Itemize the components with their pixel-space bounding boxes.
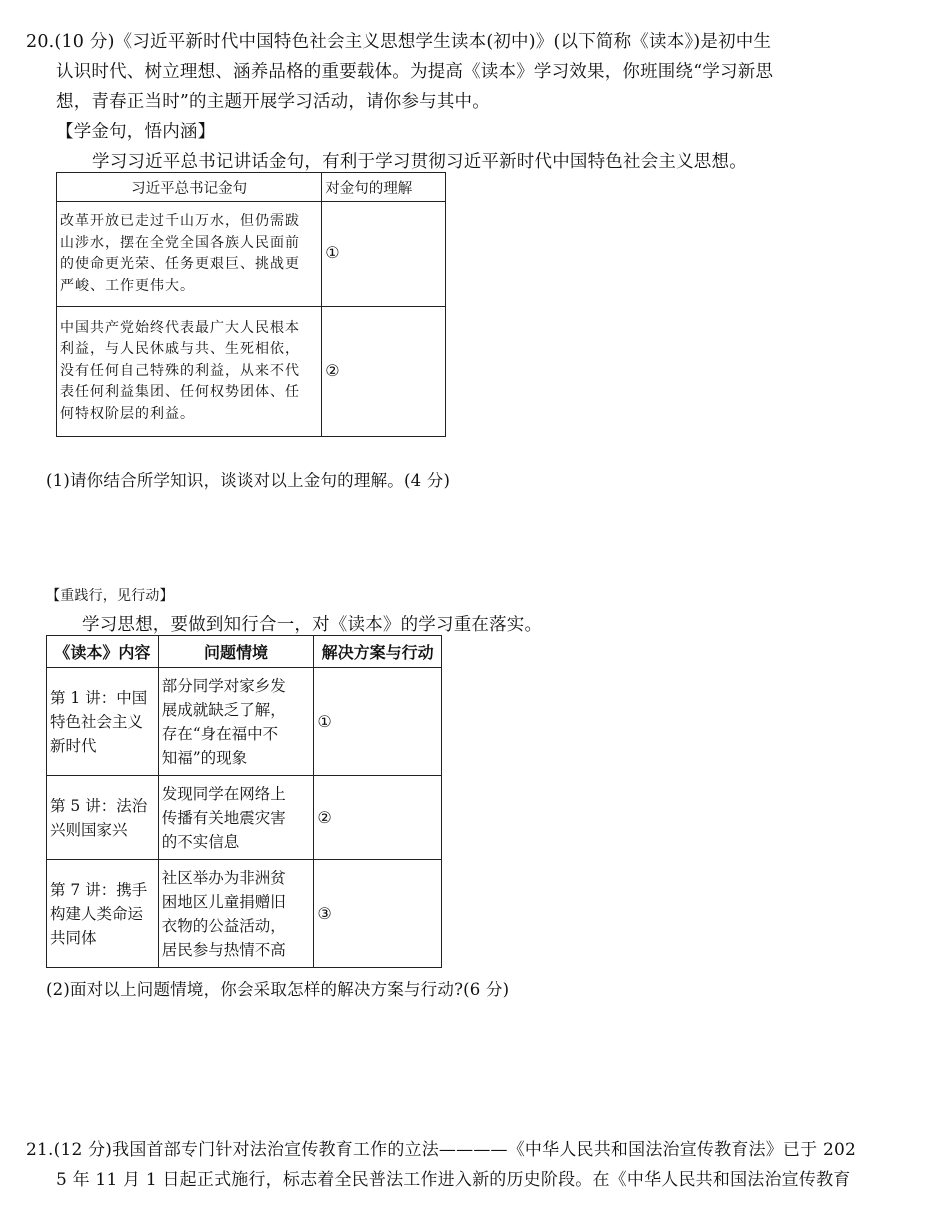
situation-line: 衣物的公益活动，: [161, 916, 286, 935]
content-line: 第 1 讲：中国: [50, 688, 148, 707]
q20-intro-line-3: 想，青春正当时”的主题开展学习活动，请你参与其中。: [56, 92, 490, 112]
situation-line: 困地区儿童捐赠旧: [161, 892, 286, 911]
quotes-table-header: [57, 173, 446, 202]
quote-line: 改革开放已走过千山万水，但仍需跋: [60, 213, 300, 229]
section1-title: 【学金句，悟内涵】: [56, 122, 216, 142]
quotes-table-header-quote: 习近平总书记金句: [57, 173, 322, 202]
content-line: 新时代: [50, 736, 97, 755]
solution-mark: ③: [317, 903, 332, 923]
situation-line: 存在“身在福中不: [161, 724, 279, 743]
situation-line: 展成就缺乏了解，: [161, 700, 286, 719]
quote-line: 没有任何自己特殊的利益，从来不代: [60, 362, 300, 379]
table-row: [57, 202, 446, 307]
q20-intro-line-1: 20.(10 分)《习近平新时代中国特色社会主义思想学生读本(初中)》(以下简称《读本》)是初中生: [26, 32, 772, 52]
table-row: [47, 668, 442, 776]
situation-cell: [158, 668, 314, 776]
quote-line: 利益，与人民休戚与共、生死相依，: [60, 341, 300, 358]
quote-line: 的使命更光荣、任务更艰巨、挑战更: [60, 256, 300, 272]
situation-line: 知福”的现象: [161, 748, 248, 767]
question-1: (1)请你结合所学知识，谈谈对以上金句的理解。(4 分): [46, 471, 451, 490]
practice-header-situation: 问题情境: [158, 636, 314, 668]
solution-mark: ②: [317, 807, 332, 827]
question-2: (2)面对以上问题情境，你会采取怎样的解决方案与行动?(6 分): [46, 980, 510, 999]
answer-mark: ①: [325, 243, 341, 263]
quote-cell: [57, 307, 322, 437]
table-row: [47, 860, 442, 968]
situation-line: 居民参与热情不高: [161, 940, 286, 959]
situation-line: 部分同学对家乡发: [161, 676, 286, 695]
answer-cell-1[interactable]: [322, 202, 446, 307]
practice-header-content: 《读本》内容: [47, 636, 159, 668]
content-line: 共同体: [50, 928, 97, 947]
situation-line: 传播有关地震灾害: [161, 808, 286, 827]
situation-cell: [158, 776, 314, 860]
answer-cell-2[interactable]: [322, 307, 446, 437]
quotes-table: [56, 172, 446, 437]
content-line: 第 5 讲：法治: [50, 796, 148, 815]
situation-cell: [158, 860, 314, 968]
content-cell: [47, 776, 159, 860]
content-line: 特色社会主义: [50, 712, 144, 731]
content-cell: [47, 668, 159, 776]
section2-description: 学习思想，要做到知行合一，对《读本》的学习重在落实。: [82, 615, 543, 635]
quote-line: 中国共产党始终代表最广大人民根本: [60, 319, 300, 336]
content-cell: [47, 860, 159, 968]
practice-header-solution: 解决方案与行动: [314, 636, 442, 668]
table-row: [57, 307, 446, 437]
quote-cell: [57, 202, 322, 307]
q20-intro-line-2: 认识时代、树立理想、涵养品格的重要载体。为提高《读本》学习效果，你班围绕“学习新思: [56, 62, 774, 82]
content-line: 第 7 讲：携手: [50, 880, 148, 899]
quote-line: 何特权阶层的利益。: [60, 405, 195, 422]
quote-line: 表任何利益集团、任何权势团体、任: [60, 384, 300, 401]
quote-line: 严峻、工作更伟大。: [60, 277, 195, 294]
situation-line: 的不实信息: [161, 832, 240, 851]
q21-line-2: 5 年 11 月 1 日起正式施行，标志着全民普法工作进入新的历史阶段。在《中华人民共和国法治宣传教育: [56, 1170, 851, 1190]
quotes-table-header-understanding: 对金句的理解: [322, 173, 446, 202]
content-line: 兴则国家兴: [50, 820, 128, 839]
situation-line: 社区举办为非洲贫: [161, 868, 286, 887]
situation-line: 发现同学在网络上: [161, 784, 286, 803]
solution-mark: ①: [317, 711, 332, 731]
solution-cell-3[interactable]: [314, 860, 442, 968]
practice-table: [46, 635, 442, 968]
q21-line-1: 21.(12 分)我国首部专门针对法治宣传教育工作的立法————《中华人民共和国法治宣传教育法》已于 202: [26, 1140, 856, 1160]
solution-cell-2[interactable]: [314, 776, 442, 860]
practice-table-header: [47, 636, 442, 668]
section1-description: 学习习近平总书记讲话金句，有利于学习贯彻习近平新时代中国特色社会主义思想。: [92, 152, 747, 172]
table-row: [47, 776, 442, 860]
quote-line: 山涉水，摆在全党全国各族人民面前: [60, 234, 300, 251]
solution-cell-1[interactable]: [314, 668, 442, 776]
content-line: 构建人类命运: [50, 904, 144, 923]
section2-title: 【重践行，见行动】: [46, 588, 174, 604]
answer-mark: ②: [325, 360, 341, 380]
